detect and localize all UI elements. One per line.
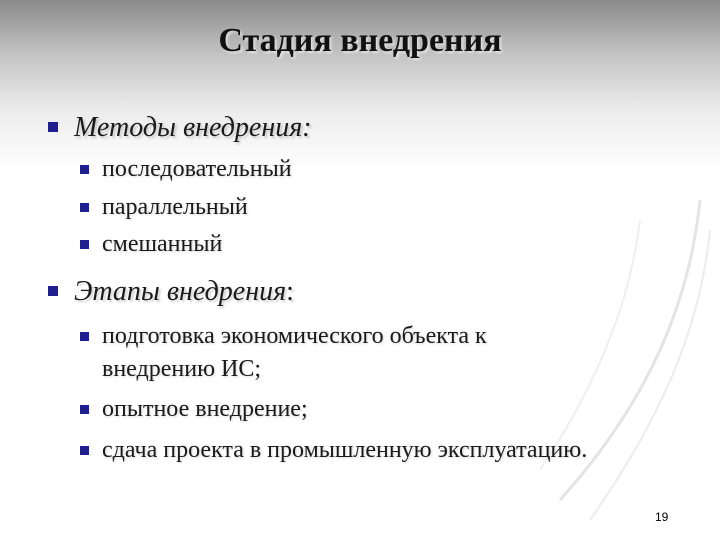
square-bullet-icon [80, 240, 89, 249]
list-item-text: последовательный [102, 156, 292, 182]
page-number: 19 [655, 510, 669, 524]
section-heading-colon: : [286, 276, 294, 307]
square-bullet-icon [80, 165, 89, 174]
square-bullet-icon [48, 122, 58, 132]
square-bullet-icon [80, 446, 89, 455]
list-item-text: опытное внедрение; [102, 396, 308, 422]
list-item-text: смешанный [102, 231, 223, 257]
section-heading-text [74, 276, 294, 308]
section-heading-label: Этапы внедрения [74, 276, 287, 307]
list-item-text: подготовка экономического объекта к [102, 323, 487, 349]
square-bullet-icon [48, 286, 58, 296]
square-bullet-icon [80, 203, 89, 212]
slide-title: Стадия внедрения [218, 22, 502, 59]
square-bullet-icon [80, 405, 89, 414]
square-bullet-icon [80, 332, 89, 341]
list-item-text: сдача проекта в промышленную эксплуатацию. [102, 437, 588, 463]
section-heading-text: Методы внедрения: [74, 112, 312, 143]
list-item-text: параллельный [102, 194, 248, 220]
list-item-text: внедрению ИС; [102, 356, 261, 382]
